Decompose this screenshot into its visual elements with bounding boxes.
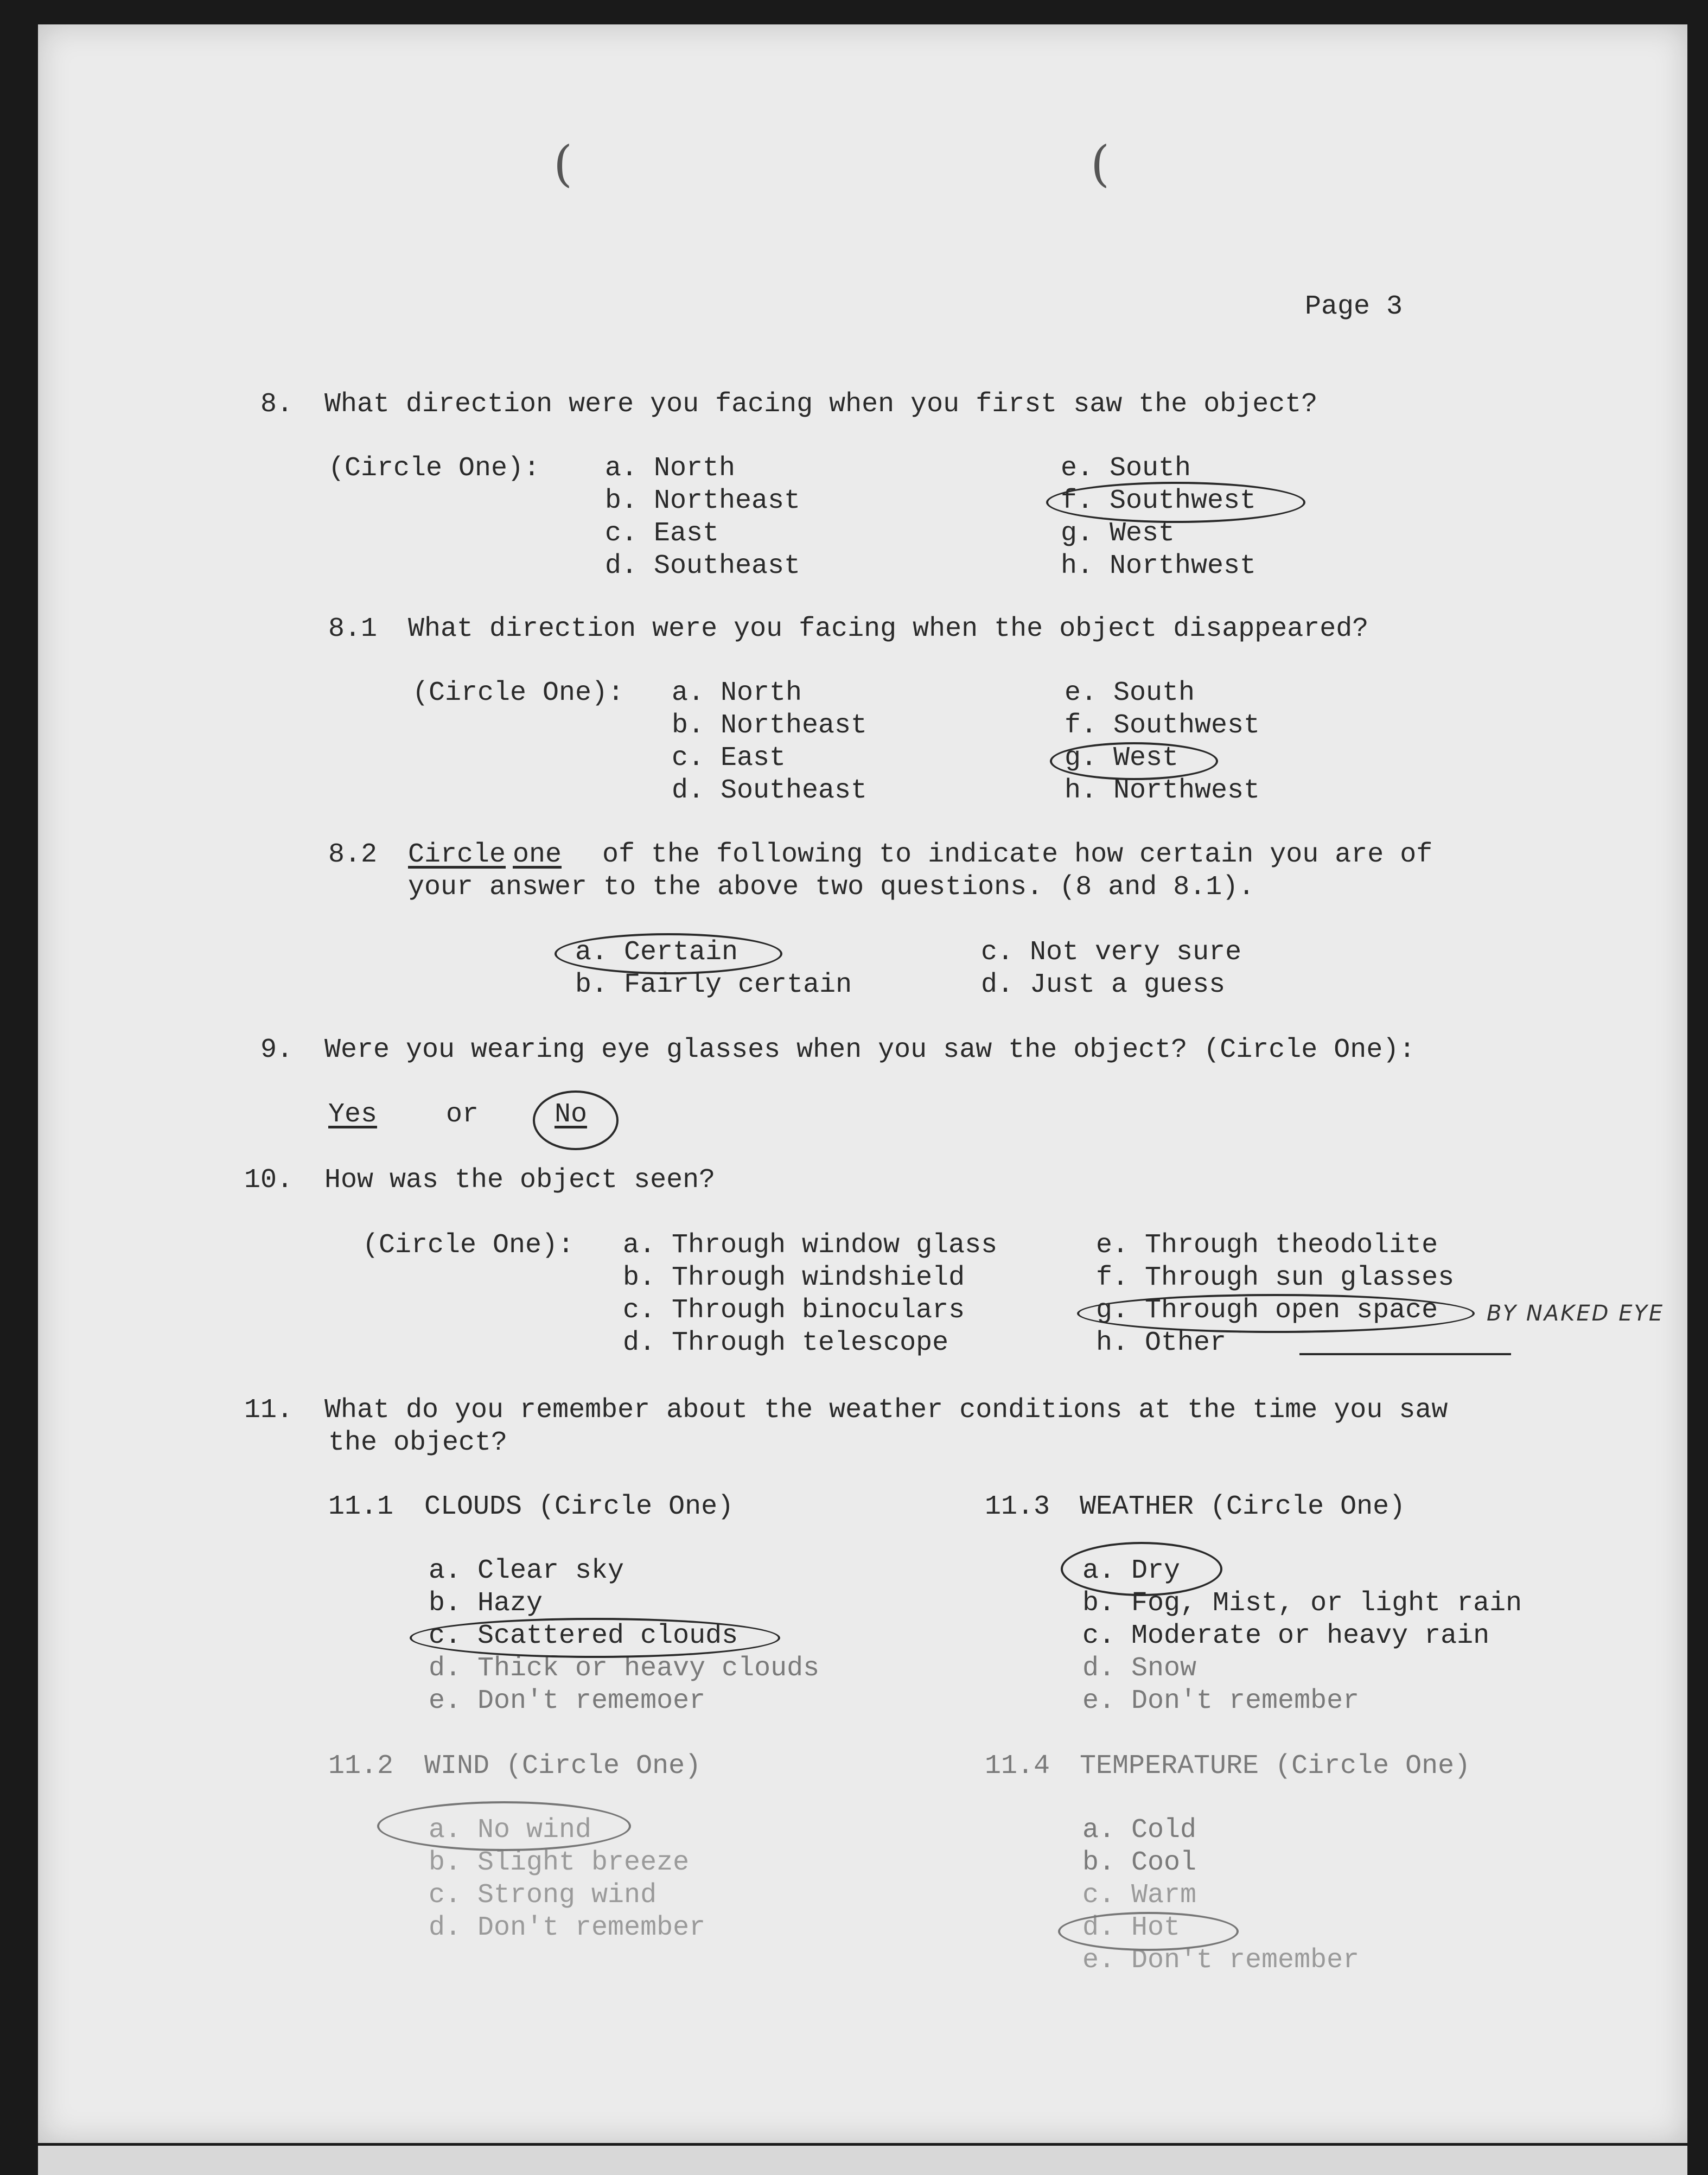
q8-instruction: (Circle One): — [328, 453, 540, 484]
q10-option-c: c. Through binoculars — [623, 1295, 965, 1326]
q11-2-option-b: b. Slight breeze — [429, 1847, 690, 1878]
q11-3-option-c: c. Moderate or heavy rain — [1082, 1621, 1490, 1651]
q8-option-f: f. Southwest — [1061, 486, 1257, 516]
q11-1-option-a: a. Clear sky — [429, 1555, 624, 1586]
q10-answer-circle — [1077, 1294, 1475, 1333]
q11-3-answer-circle — [1061, 1542, 1222, 1596]
q8-2-question-line2: your answer to the above two questions. (8 and 8.1). — [408, 872, 1255, 903]
q11-1-option-b: b. Hazy — [429, 1588, 543, 1619]
q8-1-option-c: c. East — [672, 743, 786, 774]
q8-1-question: What direction were you facing when the object disappeared? — [408, 614, 1369, 645]
q10-option-f: f. Through sun glasses — [1096, 1262, 1455, 1293]
q8-1-instruction: (Circle One): — [412, 678, 624, 709]
q10-option-a: a. Through window glass — [623, 1230, 998, 1261]
q10-option-d: d. Through telescope — [623, 1328, 949, 1358]
q9-answer-circle — [533, 1090, 619, 1150]
q8-option-d: d. Southeast — [605, 551, 801, 582]
q11-4-option-c: c. Warm — [1082, 1880, 1197, 1911]
q10-question: How was the object seen? — [324, 1165, 716, 1196]
q8-answer-circle — [1046, 482, 1305, 523]
q8-1-option-h: h. Northwest — [1065, 775, 1260, 806]
q11-question-line1: What do you remember about the weather conditions at the time you saw — [324, 1395, 1448, 1426]
q8-1-option-d: d. Southeast — [672, 775, 868, 806]
q11-2-option-d: d. Don't remember — [429, 1912, 706, 1943]
q8-number: 8. — [260, 389, 294, 420]
q10-option-e: e. Through theodolite — [1096, 1230, 1438, 1261]
q8-2-one-word: one — [513, 839, 562, 870]
q8-2-option-b: b. Fairly certain — [575, 969, 852, 1000]
punch-mark-right: ( — [1091, 136, 1110, 193]
q10-option-h: h. Other — [1096, 1328, 1227, 1358]
q8-option-b: b. Northeast — [605, 486, 801, 516]
form-page — [38, 24, 1687, 2143]
q9-yes: Yes — [328, 1099, 378, 1130]
q8-2-question-line1: of the following to indicate how certain you are of — [602, 839, 1433, 870]
q8-2-option-a: a. Certain — [575, 937, 738, 968]
q10-option-g: g. Through open space — [1096, 1295, 1438, 1326]
page-number: Page 3 — [1305, 291, 1403, 322]
q11-1-answer-circle — [410, 1618, 780, 1658]
q11-1-option-d: d. Thick or heavy clouds — [429, 1653, 820, 1684]
q8-option-h: h. Northwest — [1061, 551, 1257, 582]
q9-or: or — [446, 1099, 479, 1130]
q9-question: Were you wearing eye glasses when you saw the object? (Circle One): — [324, 1035, 1416, 1066]
q11-4-option-d: d. Hot — [1082, 1912, 1181, 1943]
q9-number: 9. — [260, 1035, 294, 1066]
q10-other-blank-line — [1299, 1353, 1511, 1355]
q11-1-number: 11.1 — [328, 1491, 394, 1522]
q11-4-option-e: e. Don't remember — [1082, 1945, 1360, 1976]
q11-number: 11. — [244, 1395, 294, 1426]
q11-3-option-b: b. Fog, Mist, or light rain — [1082, 1588, 1522, 1619]
q11-3-number: 11.3 — [985, 1491, 1050, 1522]
q9-no: No — [555, 1099, 588, 1130]
q8-1-option-b: b. Northeast — [672, 710, 868, 741]
q11-4-number: 11.4 — [985, 1751, 1050, 1782]
q8-2-circle-word: Circle — [408, 839, 506, 870]
q8-1-number: 8.1 — [328, 614, 378, 645]
q8-2-option-c: c. Not very sure — [981, 937, 1242, 968]
q11-1-option-e: e. Don't rememoer — [429, 1686, 706, 1717]
q8-option-a: a. North — [605, 453, 736, 484]
q8-option-e: e. South — [1061, 453, 1191, 484]
q11-4-answer-circle — [1058, 1912, 1239, 1951]
q8-2-answer-circle — [555, 933, 782, 974]
q8-2-number: 8.2 — [328, 839, 378, 870]
q8-1-option-e: e. South — [1065, 678, 1195, 709]
q8-2-option-d: d. Just a guess — [981, 969, 1226, 1000]
q11-4-option-b: b. Cool — [1082, 1847, 1197, 1878]
q11-2-option-a: a. No wind — [429, 1815, 592, 1846]
q10-instruction: (Circle One): — [362, 1230, 575, 1261]
q11-2-option-c: c. Strong wind — [429, 1880, 657, 1911]
q8-1-option-a: a. North — [672, 678, 802, 709]
q8-option-c: c. East — [605, 518, 719, 549]
q11-4-title: TEMPERATURE (Circle One) — [1080, 1751, 1471, 1782]
q8-1-answer-circle — [1050, 742, 1218, 780]
scan-edge — [38, 2146, 1687, 2175]
q11-3-title: WEATHER (Circle One) — [1080, 1491, 1406, 1522]
q10-option-b: b. Through windshield — [623, 1262, 965, 1293]
q11-3-option-e: e. Don't remember — [1082, 1686, 1360, 1717]
q11-2-title: WIND (Circle One) — [424, 1751, 702, 1782]
q8-1-option-g: g. West — [1065, 743, 1179, 774]
q8-1-option-f: f. Southwest — [1065, 710, 1260, 741]
q11-3-option-d: d. Snow — [1082, 1653, 1197, 1684]
q11-2-number: 11.2 — [328, 1751, 394, 1782]
q11-3-option-a: a. Dry — [1082, 1555, 1181, 1586]
q10-number: 10. — [244, 1165, 294, 1196]
q10-handwritten-note: BY NAKED EYE — [1487, 1301, 1665, 1326]
q11-1-title: CLOUDS (Circle One) — [424, 1491, 734, 1522]
q8-question: What direction were you facing when you first saw the object? — [324, 389, 1318, 420]
q8-option-g: g. West — [1061, 518, 1175, 549]
q11-question-line2: the object? — [328, 1427, 508, 1458]
q11-1-option-c: c. Scattered clouds — [429, 1621, 738, 1651]
punch-mark-left: ( — [553, 136, 573, 193]
q11-4-option-a: a. Cold — [1082, 1815, 1197, 1846]
q11-2-answer-circle — [377, 1801, 631, 1851]
